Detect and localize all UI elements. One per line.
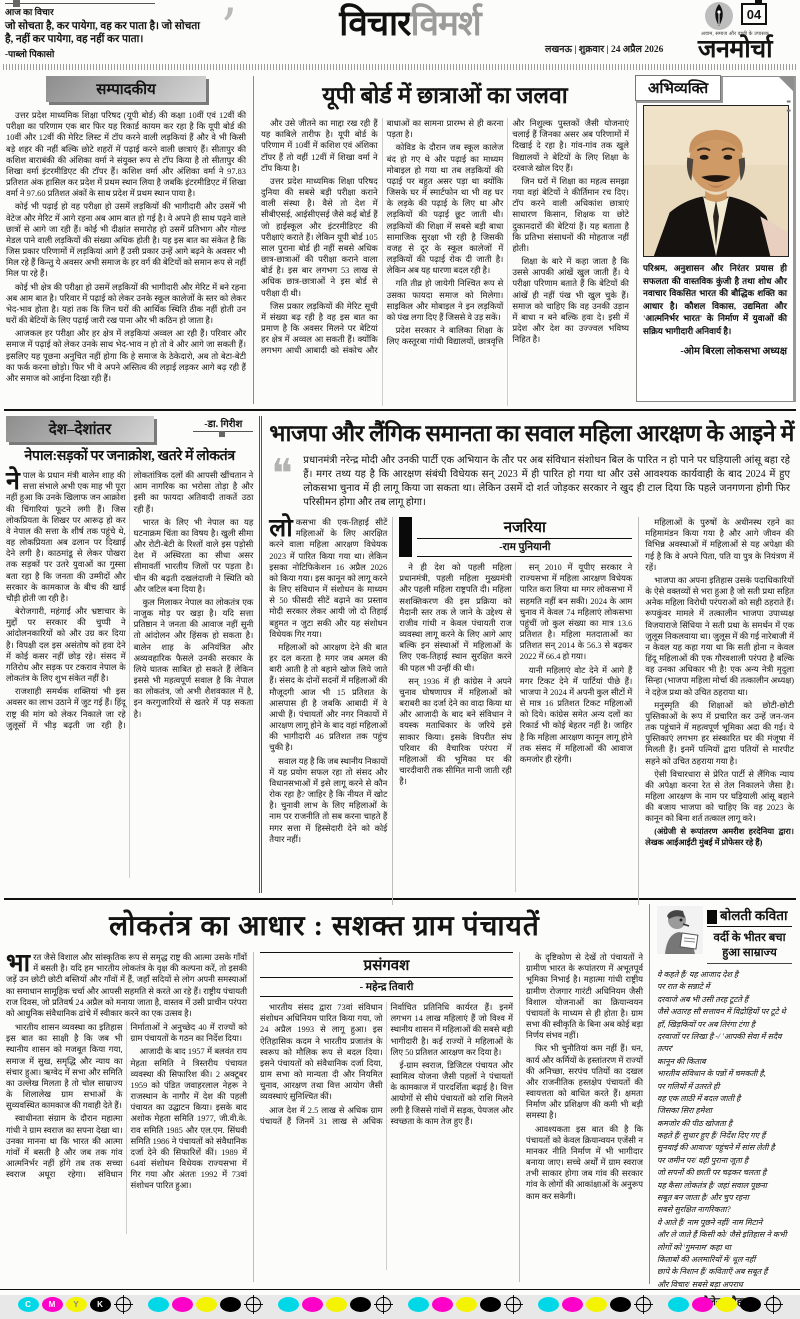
cmyk-group [278,1295,393,1314]
poem-line: वे कहते हैं/ यह आजाद देश है [657,970,739,979]
nazariya-header: नजरिया [503,520,546,536]
bjp-paragraph: ऐसी विचारधारा से प्रेरित पार्टी से लैंगिक न्याय की अपेक्षा करना रेत से तेल निकालने जैसा है। महिला आरक्षण के नाम पर घड़ियाली आंसू बहाने की बजाय भाजपा को चाहिए कि वह 2023 के कानून को बिना शर्त तत्काल लागू करे। [645,769,794,824]
bjp-paragraph: मनुस्मृति की शिक्षाओं को छोटी-छोटी पुस्तिकाओं के रूप में प्रचारित कर उन्हें जन-जन तक पहुंचाने में महत्वपूर्ण भूमिका अदा की गई। ये पुस्तिकाएं लगभग हर संस्कारित घर की मंजूषा में मिलती हैं। इनमें पत्नियों द्वारा पतियों से मारपीट सहने को उचित ठहराया गया है। [645,700,794,766]
bjp-headline: भाजपा और लैंगिक समानता का सवाल महिला आरक्षण के आइने में [269,421,794,446]
poem-line: और विचार/ सबसे बड़ा अपराध [657,1279,743,1289]
editorial-paragraph: उत्तर प्रदेश माध्यमिक शिक्षा परिषद (यूपी बोर्ड) की कक्षा 10वीं एवं 12वीं की परीक्षा का परिणाम एक बार फिर यह रिकार्ड कायम कर रहा है कि यूपी बोर्ड की 10वीं और 12वीं की मेरिट लिस्ट में टॉप करने वाली लड़कियां हैं और वे भी किसी बड़े शहर की नहीं बल्कि छोटे शहरों में पढ़ाई करने वाली छात्राएं हैं। सीतापुर की कशिश बाराबंकी की अंशिका वर्मा ने संयुक्त रूप से टॉप किया है तो सीतापुर की शिखा वर्मा इंटरमीडिएट की टॉपर हैं। कशिश वर्मा और अंशिका वर्मा ने 97.83 प्रतिशत अंक हासिल कर प्रदेश में प्रथम स्थान लिया है जबकि इंटरमीडिएट में शिखा वर्मा ने 97.60 प्रतिशत अंकों के साथ प्रदेश में प्रथम स्थान पाया है। [6,111,246,199]
panchayat-paragraph: ई-ग्राम स्वराज, डिजिटल पंचायत और स्वामित्व योजना जैसी पहलों ने पंचायतों के कामकाज में पारदर्शिता बढ़ाई है। वित्त आयोगों से सीधे पंचायतों को राशि मिलने लगी है जिससे गांवों में सड़क, पेयजल और स्वच्छता के काम तेज हुए हैं। [390,1060,513,1126]
lead-paragraph: गति तीव्र हो जायेगी निश्चित रूप से उसका फायदा समाज को मिलेगा। साइकिल और मोबाइल ने इन लड़कियों को पंख लगा दिए हैं जिससे वे उड़ सकें। [386,279,504,322]
registration-mark-icon [764,1295,783,1314]
poem-line: दरवाजे अब भी उसी तरह टूटते हैं [657,994,749,1004]
black-dot-icon [740,1297,761,1312]
poem-line: यह कैसा लोकतंत्र है/ जहां सवाल पूछना [657,1180,767,1190]
lead-headline: यूपी बोर्ड में छात्राओं का जलवा [322,83,568,108]
panchayat-paragraph: भारतीय शासन व्यवस्था का इतिहास इस बात का साक्षी है कि जब भी स्थानीय शासन को मजबूत किया गया, समाज में सुख, समृद्धि और न्याय का संचार हुआ। ऋग्वेद में सभा और समिति का उल्लेख मिलता है तो चोल साम्राज्य के शिलालेख ग्राम सभाओं के सुव्यवस्थित कामकाज की गवाही देते हैं। [6,1023,123,1111]
desh-byline-wrap [193,416,253,432]
bjp-first-paragraph [269,517,387,640]
panchayat-left-block [6,952,254,1282]
editorial-header: सम्पादकीय [46,76,206,102]
panchayat-paragraph: आजादी के बाद 1957 में बलवंत राय मेहता समिति ने त्रिस्तरीय पंचायत व्यवस्था की सिफारिश की। 2 अक्टूबर 1959 को पंडित जवाहरलाल नेहरू ने राजस्थान के नागौर में देश की पहली पंचायत का उद्घाटन किया। इसके बाद अशोक मेहता समिति 1977, जी.वी.के. राव समिति 1985 और एल.एम. सिंघवी समिति 1986 ने पंचायतों को संवैधानिक दर्जा देने की सिफारिशें कीं। 1989 में 64वां संशोधन विधेयक राज्यसभा में गिर गया और अंततः 1992 में 73वां संशोधन पारित हुआ। [130,1047,247,1191]
abhivyakti-quote: परिश्रम, अनुशासन और निरंतर प्रयास ही सफलता की वास्तविक कुंजी है तथा शोध और नवाचार विकसित भारत की बौद्धिक शक्ति का आधार है। कौशल विकास, उद्यमिता और 'आत्मनिर्भर भारत' के निर्माण में युवाओं की सक्रिय भागीदारी अनिवार्य है। [643,263,787,337]
poem-title: वर्दी के भीतर बचा हुआ साम्राज्य [707,927,792,964]
magenta-dot-icon [302,1297,323,1312]
yellow-dot-icon [586,1297,607,1312]
thought-attribution: -पाब्लो पिकासो [5,49,55,60]
panchayat-middle-block [254,952,520,1282]
top-section [0,70,800,404]
bjp-column-1 [269,517,393,905]
poem-line: भारतीय संविधान के पन्नों में चमकती है, [657,1069,766,1079]
registration-mark-icon [114,1295,133,1314]
dropcap: भा [6,950,31,977]
registration-mark-icon [504,1295,523,1314]
nepal-paragraph: बेरोजगारी, महंगाई और भ्रष्टाचार के मुद्दों पर सरकार की चुप्पी ने आंदोलनकारियों को और उग्र कर दिया है। विपक्षी दल इस असंतोष को हवा देने में कोई कसर नहीं छोड़ रहे। संसद में गतिरोध और सड़क पर टकराव नेपाल के लोकतंत्र के लिए शुभ संकेत नहीं है। [6,607,126,684]
cmyk-group [668,1295,783,1314]
bjp-intro-text: प्रधानमंत्री नरेन्द्र मोदी और उनकी पार्टी एक अभियान के तौर पर अब संविधान संशोधन बिल के पारित न हो पाने पर घड़ियाली आंसू बहा रहे हैं। मगर तथ्य यह है कि आरक्षण संबंधी विधेयक सन् 2023 में ही पारित हो गया था और उसे आवश्यक कार्यवाही के बाद 2024 में हुए लोकसभा चुनाव में ही लागू किया जा सकता था। लेकिन उसमें दो शर्त जोड़कर सरकार ने खुद ही टाल दिया कि पहले जनगणना होगी फिर परिसीमन होगा और तब लागू होगा। [303,455,790,508]
poem-line: जिसका सिरा हमेशा [657,1106,712,1116]
registration-mark-icon [634,1295,653,1314]
cmyk-group [148,1295,263,1314]
poetry-header-text: बोलती कविता [720,908,788,923]
print-color-strip [0,1289,800,1319]
black-dot-icon [220,1297,241,1312]
nepal-headline: नेपाल:सड़कों पर जनाक्रोश, खतरे में लोकतंत्र [24,449,235,464]
bjp-middle-body [399,562,632,892]
nazariya-black-bar [399,517,412,557]
poem-line: वे आते हैं/ नाम पूछने नहीं/ नाम मिटाने [657,1217,763,1227]
paper-tagline: अवाम, समाज और वाणी के उपासक [700,32,770,37]
prasangvash-header: प्रसंगवश [363,958,410,974]
dateline: लखनऊ | शुक्रवार | 24 अप्रैल 2026 [545,45,664,55]
panchayat-left-body [6,1022,247,1234]
cyan-dot-icon [408,1297,429,1312]
panchayat-middle-body [260,1002,513,1270]
bjp-body [269,517,794,905]
yellow-dot-icon [716,1297,737,1312]
cyan-dot-icon [148,1297,169,1312]
poem-line: कमजोर की पीठ खोजता है [657,1118,733,1128]
decorative-line [5,3,155,4]
poem-line: किताबों की अलमारियों में/ धूल नहीं [657,1254,756,1264]
dropcap: लो [269,515,293,542]
cyan-dot-icon: C [18,1297,39,1312]
desh-deshantar-header: देश–देशांतर [6,416,154,442]
lead-paragraph: प्रदेश सरकार ने बालिका शिक्षा के लिए कस्तूरबा गांधी विद्यालयों, छात्रवृत्ति और निशुल्क पुस्तकों जैसी योजनाएं चलाई हैं जिनका असर अब परिणामों में दिखाई दे रहा है। गांव-गांव तक खुले विद्यालयों ने बेटियों के लिए शिक्षा के दरवाजे खोल दिए हैं। [386,119,629,347]
poem-line: वह एक लाठी में बदल जाती है [657,1093,741,1103]
black-dot-icon [350,1297,371,1312]
lead-paragraph: कोविड के दौरान जब स्कूल कालेज बंद हो गए थे और पढ़ाई का माध्यम मोबाइल हो गया था तब लड़कियों की पढ़ाई पर बहुत असर पड़ा था क्योंकि जिसके घर में स्मार्टफोन था भी वह घर के लड़के की पढ़ाई के लिए था और लड़कियों की पढ़ाई छूट जाती थी। लड़कियों की शिक्षा में सबसे बड़ी बाधा सामाजिक सुरक्षा भी रही है जिसकी वजह से दूर के स्कूल कालेजों में लड़कियों की पढ़ाई रोक दी जाती है। लेकिन अब यह धारणा बदल रही है। [386,143,504,276]
poem-line: सबूत बन जाता है/ और चुप रहना [657,1193,749,1203]
black-bar-icon [707,910,717,924]
bjp-article [262,416,796,893]
magenta-dot-icon [562,1297,583,1312]
yellow-dot-icon: Y [66,1297,87,1312]
bjp-closing-credit: (अंग्रेजी से रूपांतरण अमरीश हरदेनिया द्वारा। लेखक आईआईटी मुंबई में प्रोफेसर रहे हैं) [645,826,794,847]
nazariya-box [399,517,632,557]
bjp-paragraph: सन् 2010 में यूपीए सरकार ने राज्यसभा में महिला आरक्षण विधेयक पारित करा लिया था मगर लोकसभा में सहमति नहीं बन सकी। 2024 के आम चुनाव में केवल 74 महिलाएं लोकसभा पहुंचीं जो कुल संख्या का मात्र 13.6 प्रतिशत है। महिला मतदाताओं का प्रतिशत सन् 2014 के 56.3 से बढ़कर 2022 में 66.4 हो गया। [519,563,633,662]
panchayat-paragraph: स्वाधीनता संग्राम के दौरान महात्मा गांधी ने ग्राम स्वराज का सपना देखा था। उनका मानना था कि भारत की आत्मा गांवों में बसती है और जब तक गांव आत्मनिर्भर नहीं होंगे तब तक सच्चा स्वराज अधूरा रहेगा। संविधान निर्माताओं ने अनुच्छेद 40 में राज्यों को ग्राम पंचायतों के गठन का निर्देश दिया। [6,1023,247,1180]
abhivyakti-box [636,76,796,402]
zipper-dots-icon: ▪▪ ▪▪ [786,97,790,115]
poet-cartoon-image [657,906,703,954]
thought-box [5,0,255,60]
editorial-section [4,76,254,404]
paragraph-text: कसभा की एक-तिहाई सीटें महिलाओं के लिए आरक्षित करने वाला महिला आरक्षण विधेयक 2023 में पारित किया गया था। लेकिन इसका नोटिफिकेशन 16 अप्रैल 2026 को किया गया। इस कानून को लागू करने के लिए संविधान में संशोधन के माध्यम से 50 फीसदी सीटें बढ़ाने का प्रस्ताव मोदी सरकार लेकर आयी जो दो तिहाई बहुमत न जुटा सकी और यह संशोधन विधेयक गिर गया। [269,518,388,639]
panchayat-paragraph: भारतीय संसद द्वारा 73वां संविधान संशोधन अधिनियम पारित किया गया, जो 24 अप्रैल 1993 से लागू हुआ। इस ऐतिहासिक कदम ने भारतीय प्रजातंत्र के स्वरूप को मौलिक रूप से बदल दिया। इसने पंचायतों को संवैधानिक दर्जा दिया, ग्राम सभा को मान्यता दी और नियमित चुनाव, आरक्षण तथा वित्त आयोग जैसी व्यवस्थाएं सुनिश्चित कीं। [260,1003,383,1102]
editorial-paragraph: आजकल हर परीक्षा और हर क्षेत्र में लड़कियां अव्वल आ रही हैं। परिवार और समाज में पढ़ाई को लेकर उनके साथ भेद-भाव न हो तो वे और आगे जा सकती हैं। इसलिए यह पूछना अनुचित नहीं होगा कि हे समाज के ठेकेदारो, अब तो बेटा-बेटी का फर्क करना छोड़ो। फिर भी वे अपने अस्तित्व की लड़ाई लड़कर आगे बढ़ रही हैं और समाज को आईना दिखा रही हैं। [6,329,246,383]
lead-paragraph: उत्तर प्रदेश माध्यमिक शिक्षा परिषद दुनिया की सबसे बड़ी परीक्षा कराने वाली संस्था है। वैसे तो देश में सीबीएसई, आईसीएसई जैसे कई बोर्ड हैं जो हाईस्कूल और इंटरमीडिएट की परीक्षाएं कराते हैं। लेकिन यूपी बोर्ड 105 साल पुराना बोर्ड ही नहीं सबसे अधिक छात्र-छात्राओं की परीक्षा कराने वाला बोर्ड है। इस बार लगभग 53 लाख से अधिक छात्र-छात्राओं ने इस बोर्ड से परीक्षा दी थी। [261,176,378,298]
registration-mark-icon [374,1295,393,1314]
bjp-paragraph: सन् 1936 में ही कांग्रेस ने अपने चुनाव घोषणापत्र में महिलाओं को बराबरी का दर्जा देने का वादा किया था और आजादी के बाद बने संविधान ने वयस्क मताधिकार के जरिये इसे साकार किया। इसके विपरीत संघ परिवार की वैचारिक परंपरा में महिलाओं की भूमिका घर की चारदीवारी तक सीमित मानी जाती रही है। [399,676,512,787]
masthead-title [295,6,525,41]
poem-line: जैसे अठारह सौ सत्तावन में विद्रोहियों पर टूटे थे [657,1007,786,1017]
black-dot-icon [610,1297,631,1312]
masthead-title-black: विचार [339,4,411,43]
byline-underline [193,431,253,432]
magenta-dot-icon [172,1297,193,1312]
bjp-paragraph: महिलाओं को आरक्षण देने की बात हर दल करता है मगर जब अमल की बारी आती है तो बहाने खोज लिये जाते हैं। संसद के दोनों सदनों में महिलाओं की मौजूदगी आज भी 15 प्रतिशत के आसपास ही है जबकि आबादी में वे आधी हैं। पंचायतों और नगर निकायों में आरक्षण लागू होने के बाद वहां महिलाओं की भागीदारी 46 प्रतिशत तक पहुंच चुकी है। [269,642,388,753]
paper-brand [674,1,796,62]
panchayat-article [4,904,650,1284]
poem-line: कहते हैं/ सुधार हुए हैं/ निर्देश दिए गए हैं [657,1131,766,1141]
abhivyakti-section [636,76,796,404]
bjp-middle-columns [393,517,639,905]
poetry-section [650,904,796,1289]
thought-label: आज का विचार [5,7,54,17]
bjp-paragraph: ने ही देश को पहली महिला प्रधानमंत्री, पहली महिला मुख्यमंत्री और पहली महिला राष्ट्रपति दी। महिला सशक्तिकरण की इस प्रक्रिया को मैदानी स्तर तक ले जाने के उद्देश्य से राजीव गांधी न केवल पंचायती राज व्यवस्था लागू करने के लिए आगे आए बल्कि इन संस्थाओं में महिलाओं के लिए एक-तिहाई स्थान सुरक्षित करने की पहल भी उन्हीं की थी। [399,563,512,673]
poetry-header [707,906,792,927]
paragraph-text: पाल के प्रधान मंत्री बालेन शाह की सत्ता संभाले अभी एक माह भी पूरा नहीं हुआ कि उनके खिलाफ जन आक्रोश की चिंगारियां फूटने लगी हैं। जिस लोकप्रियता के शिखर पर आरूढ़ हो कर वे नेपाल की सत्ता के शीर्ष तक पहुंचे थे, वह लोकप्रियता अब ढलान पर दिखाई देने लगी है। काठमांडू से लेकर पोखरा तक सड़कों पर उतरे युवाओं का गुस्सा बता रहा है कि जनता की उम्मीदों और सरकार के कामकाज के बीच की खाई चौड़ी होती जा रही है। [6,471,126,603]
bjp-paragraph: सवाल यह है कि जब स्थानीय निकायों में यह प्रयोग सफल रहा तो संसद और विधानसभाओं में इसे लागू करने से कौन रोक रहा है? जाहिर है कि नीयत में खोट है। चुनावी लाभ के लिए महिलाओं के नाम पर राजनीति तो सब करना चाहते हैं मगर सत्ता में हिस्सेदारी देने को कोई तैयार नहीं। [269,756,388,844]
prasangvash-byline: - महेन्द्र तिवारी [260,977,513,994]
lead-article [254,76,636,404]
poem-line: हाँ, खिड़कियों पर अब तिरंगा टंगा है [657,1019,755,1029]
paragraph-text: रत जैसे विशाल और सांस्कृतिक रूप से समृद्ध राष्ट्र की आत्मा उसके गाँवों में बसती है। यदि हम भारतीय लोकतंत्र के वृक्ष की कल्पना करें, तो इसकी जड़ें उन छोटी छोटी बस्तियों और गाँवों में हैं, जहाँ सदियों से लोग अपनी समस्याओं का समाधान सामूहिक चर्चा और आपसी सहमति से करते आ रहे हैं। राष्ट्रीय पंचायती राज दिवस, जो प्रतिवर्ष 24 अप्रैल को मनाया जाता है, वास्तव में उसी प्राचीन परंपरा को आधुनिक संवैधानिक ढांचे में स्वीकार करने का एक उत्सव है। [6,953,247,1018]
nepal-body [6,470,253,878]
dropcap: ने [6,468,20,495]
poem-line: पर जमीन पर/ वही पुराना जूता है [657,1155,749,1165]
black-dot-icon: K [90,1297,111,1312]
pen-nib-icon [703,1,735,31]
poem-line: पर गलियों में उतरते ही [657,1081,720,1091]
magenta-dot-icon [692,1297,713,1312]
poem-line: जो सपनों की छाती पर चढ़कर चलता है [657,1168,767,1178]
poem-line: कानून की किताब [657,1056,706,1066]
desh-deshantar-section [4,416,262,893]
cyan-dot-icon [668,1297,689,1312]
nazariya-byline: -राम पुनियानी [417,538,632,554]
page-fold-icon [778,76,794,92]
cyan-dot-icon [278,1297,299,1312]
lead-paragraph: जिस प्रकार लड़कियों की मेरिट सूची में संख्या बढ़ रही है वह इस बात का प्रमाण है कि अवसर मिलने पर बेटियां हर क्षेत्र में अव्वल आ सकती हैं। क्योंकि लगभग आधी आबादी को संकोच और बाधाओं का सामना प्रारम्भ से ही करना पड़ता है। [261,119,504,356]
editorial-paragraph: कोई भी क्षेत्र की परीक्षा हो उसमें लड़कियों की भागीदारी और मेरिट में बने रहना अब आम बात है। परिवार में पढ़ाई को लेकर उनके स्कूल कालेजों के स्तर को लेकर भेद-भाव होता है। यहां तक कि जिन घरों की आर्थिक स्थिति ठीक नहीं होती उन घरों की बेटियों के लिए पढ़ाई जारी रख पाना और भी कठिन हो जाता है। [6,282,246,326]
lead-body [261,118,629,406]
page-header [0,0,800,64]
speaker-portrait-image [643,105,789,257]
bjp-intro [269,451,794,510]
page-number: 04 [741,3,767,25]
magenta-dot-icon [432,1297,453,1312]
masthead-title-gray: विमर्श [410,4,481,43]
editorial-body [6,110,246,398]
prasangvash-box [260,952,513,997]
lead-paragraph: और उसे जीतने का माद्दा रख रही हैं यह काबिले तारीफ है। यूपी बोर्ड के परिणाम में 10वीं में कशिश एवं अंशिका टॉपर हैं तो वहीं 12वीं में शिखा वर्मा ने टॉप किया है। [261,119,378,173]
cyan-dot-icon [538,1297,559,1312]
poem-line: दरवाजों पर लिखा है -/ 'आपकी सेवा में सदैव तत्पर' [657,1031,782,1054]
cmyk-group [538,1295,653,1314]
thought-text: जो सोचता है, कर पायेगा, वह कर पाता है। जो सोचता है, नहीं कर पायेगा, वह नहीं कर पाता। [5,21,200,46]
panchayat-intro [6,952,247,1019]
desh-byline: -डा. गिरीश [204,419,243,430]
bjp-column-4 [639,517,794,905]
middle-section [0,411,800,893]
yellow-dot-icon [326,1297,347,1312]
panchayat-paragraph: के दृष्टिकोण से देखें तो पंचायतों ने ग्रामीण भारत के रूपांतरण में अभूतपूर्व भूमिका निभाई है। महात्मा गांधी राष्ट्रीय ग्रामीण रोजगार गारंटी अधिनियम जैसी विशाल योजनाओं का क्रियान्वयन पंचायतों के माध्यम से ही होता है। ग्राम सभा की स्वीकृति के बिना अब कोई बड़ा निर्णय संभव नहीं। [526,953,643,1041]
editorial-paragraph: कोई भी पढ़ाई हो वह परीक्षा हो उसमें लड़कियों की भागीदारी और उसमें भी वेटेज और मेरिट में आगे रहना अब आम बात हो गई है। वे अपने ही साथ पढ़ने वाले छात्रों से आगे जा रही हैं। कोई भी दीक्षांत समारोह हो उसमें प्रतिभाग और गोल्ड मेडल पाने वाली लड़कियों की संख्या अधिक होती है। यह इस बात का संकेत है कि जिस प्रकार परिणामों में लड़कियां आगे हैं उसी प्रकार उन्हें आगे बढ़ने के अवसर भी मिल रहे हैं किन्तु ये अवसर अभी समाज के हर वर्ग की बेटियों को समान रूप से नहीं मिल पा रहे हैं। [6,202,246,279]
cmyk-group [408,1295,523,1314]
quote-mark-icon: ’ [220,0,237,59]
panchayat-headline: लोकतंत्र का आधार : सशक्त ग्राम पंचायतें [109,911,540,942]
poem-line: सुनवाई की आवाज/ पहुंचने में सांस लेती है [657,1143,775,1153]
yellow-dot-icon [196,1297,217,1312]
panchayat-paragraph: आवश्यकता इस बात की है कि पंचायतों को केवल क्रियान्वयन एजेंसी न मानकर नीति निर्माण में भी भागीदार बनाया जाए। सच्चे अर्थों में ग्राम स्वराज तभी साकार होगा जब गांव की सरकार गांव के लोगों की आकांक्षाओं के अनुरूप काम कर सकेगी। [526,1124,643,1201]
bottom-section [0,900,800,1289]
lead-paragraph: जिन घरों में शिक्षा का महत्व समझा गया वहां बेटियों ने कीर्तिमान रच दिए। टॉप करने वाली अधिकांश छात्राएं साधारण किसान, शिक्षक या छोटे दुकानदारों की बेटियां हैं। यह बताता है कि प्रतिभा संसाधनों की मोहताज नहीं होती। [512,176,629,253]
abhivyakti-header: अभिव्यक्ति [635,75,721,101]
panchayat-right-column [520,952,643,1282]
nepal-paragraph: राजशाही समर्थक शक्तियां भी इस अवसर का लाभ उठाने में जुट गई हैं। हिंदू राष्ट्र की मांग को लेकर निकाले जा रहे जुलूसों में भीड़ बढ़ती जा रही है। लोकतांत्रिक दलों की आपसी खींचतान ने आम नागरिक का भरोसा तोड़ा है और इसी का फायदा अतिवादी ताकतें उठा रही हैं। [6,471,254,730]
lead-paragraph: शिक्षा के बारे में कहा जाता है कि उससे आपकी आंखें खुल जाती हैं। ये परीक्षा परिणाम बताते हैं कि बेटियों की आंखें ही नहीं पंख भी खुल चुके हैं। समाज को चाहिए कि वह उनकी उड़ान में बाधा न बने बल्कि हवा दे। इसी में प्रदेश और देश का उज्ज्वल भविष्य निहित है। [512,257,629,345]
poem-line: और ले जाते हैं किसी को/ जैसे इतिहास ने कभी [657,1230,787,1240]
nepal-paragraph: भारत के लिए भी नेपाल का यह घटनाक्रम चिंता का विषय है। खुली सीमा और रोटी-बेटी के रिश्तों वाले इस पड़ोसी देश में अस्थिरता का सीधा असर सीमावर्ती भारतीय जिलों पर पड़ता है। चीन की बढ़ती दखलंदाजी ने स्थिति को और जटिल बना दिया है। [133,517,254,594]
bjp-paragraph: महिलाओं के पुरुषों के अधीनस्थ रहने का महिमामंडन किया गया है और आगे जीवन की विभिन्न अवस्थाओं में महिलाओं से यह अपेक्षा की गई है कि वे अपने पिता, पति या पुत्र के नियंत्रण में रहें। [645,518,794,572]
panchayat-paragraph: आज देश में 2.5 लाख से अधिक ग्राम पंचायतें हैं जिनमें 31 लाख से अधिक निर्वाचित प्रतिनिधि कार्यरत हैं। इनमें लगभग 14 लाख महिलाएं हैं जो विश्व में स्थानीय शासन में महिलाओं की सबसे बड़ी भागीदारी है। कई राज्यों ने महिलाओं के लिए 50 प्रतिशत आरक्षण कर दिया है। [260,1003,513,1126]
nepal-first-paragraph [6,470,126,604]
abhivyakti-attribution: -ओम बिरला लोकसभा अध्यक्ष [680,345,787,357]
magenta-dot-icon: M [42,1297,63,1312]
panchayat-paragraph: फिर भी चुनौतियां कम नहीं हैं। धन, कार्य और कर्मियों के हस्तांतरण में राज्यों की अनिच्छा, सरपंच पतियों का दखल और राजनीतिक हस्तक्षेप पंचायतों की स्वायत्तता को बाधित करते हैं। क्षमता निर्माण और प्रशिक्षण की कमी भी बड़ी समस्या है। [526,1044,643,1121]
poem-line: पर रात के सन्नाटे में [657,982,710,992]
quote-mark-icon: ❝ [271,451,293,496]
poem-line: सबसे सुरक्षित नागरिकता? [657,1205,731,1215]
poem-body [657,969,792,1291]
black-dot-icon [480,1297,501,1312]
paper-name: जनमोर्चा [697,36,773,63]
poem-line: लोगों को 'गुमनाम' कहा था [657,1242,731,1252]
poem-line: छापे के निशान हैं/ कविताएँ अब सबूत हैं [657,1267,768,1277]
nepal-paragraph: कुल मिलाकर नेपाल का लोकतंत्र एक नाजुक मोड़ पर खड़ा है। यदि सत्ता प्रतिष्ठान ने जनता की आवाज नहीं सुनी तो आंदोलन और हिंसक हो सकता है। बालेन शाह के अनियंत्रित और अव्यवहारिक फैसले उनकी सरकार के लिये घातक साबित हो सकते हैं लेकिन इससे भी महत्वपूर्ण सवाल है कि नेपाल का लोकतंत्र, जो अभी शैशवकाल में है, इन करगुजारियों से खतरे में पड़ सकता है। [133,597,254,719]
bjp-paragraph: भाजपा का अपना इतिहास उसके पदाधिकारियों के ऐसे वक्तव्यों से भरा हुआ है जो सती प्रथा सहित अनेक महिला विरोधी परंपराओं को सही ठहराते हैं। रूपकुंवर मामले में तत्कालीन भाजपा उपाध्यक्ष विजयाराजे सिंधिया ने सती प्रथा के समर्थन में एक जुलूस निकलवाया था। जुलूस में की गई नारेबाजी में न केवल यह कहा गया था कि सती होना न केवल हिंदू महिलाओं की एक गौरवशाली परंपरा है बल्कि वह उनका अधिकार भी है! एक अन्य नेत्री मृदुला सिन्हा (भाजपा महिला मोर्चा की तत्कालीन अध्यक्ष) ने दहेज प्रथा को उचित ठहराया था। [645,575,794,697]
registration-mark-icon [244,1295,263,1314]
yellow-dot-icon [456,1297,477,1312]
bjp-paragraph: यानी महिलाएं वोट देने में आगे हैं मगर टिकट देने में पार्टियां पीछे हैं। भाजपा ने 2024 में अपनी कुल सीटों में से मात्र 16 प्रतिशत टिकट महिलाओं को दिये। कांग्रेस समेत अन्य दलों का रिकार्ड भी कोई बेहतर नहीं है। जाहिर है कि महिला आरक्षण कानून लागू होने तक संसद में महिलाओं की आवाज कमजोर ही रहेगी। [519,665,633,764]
cmyk-group [18,1295,133,1314]
